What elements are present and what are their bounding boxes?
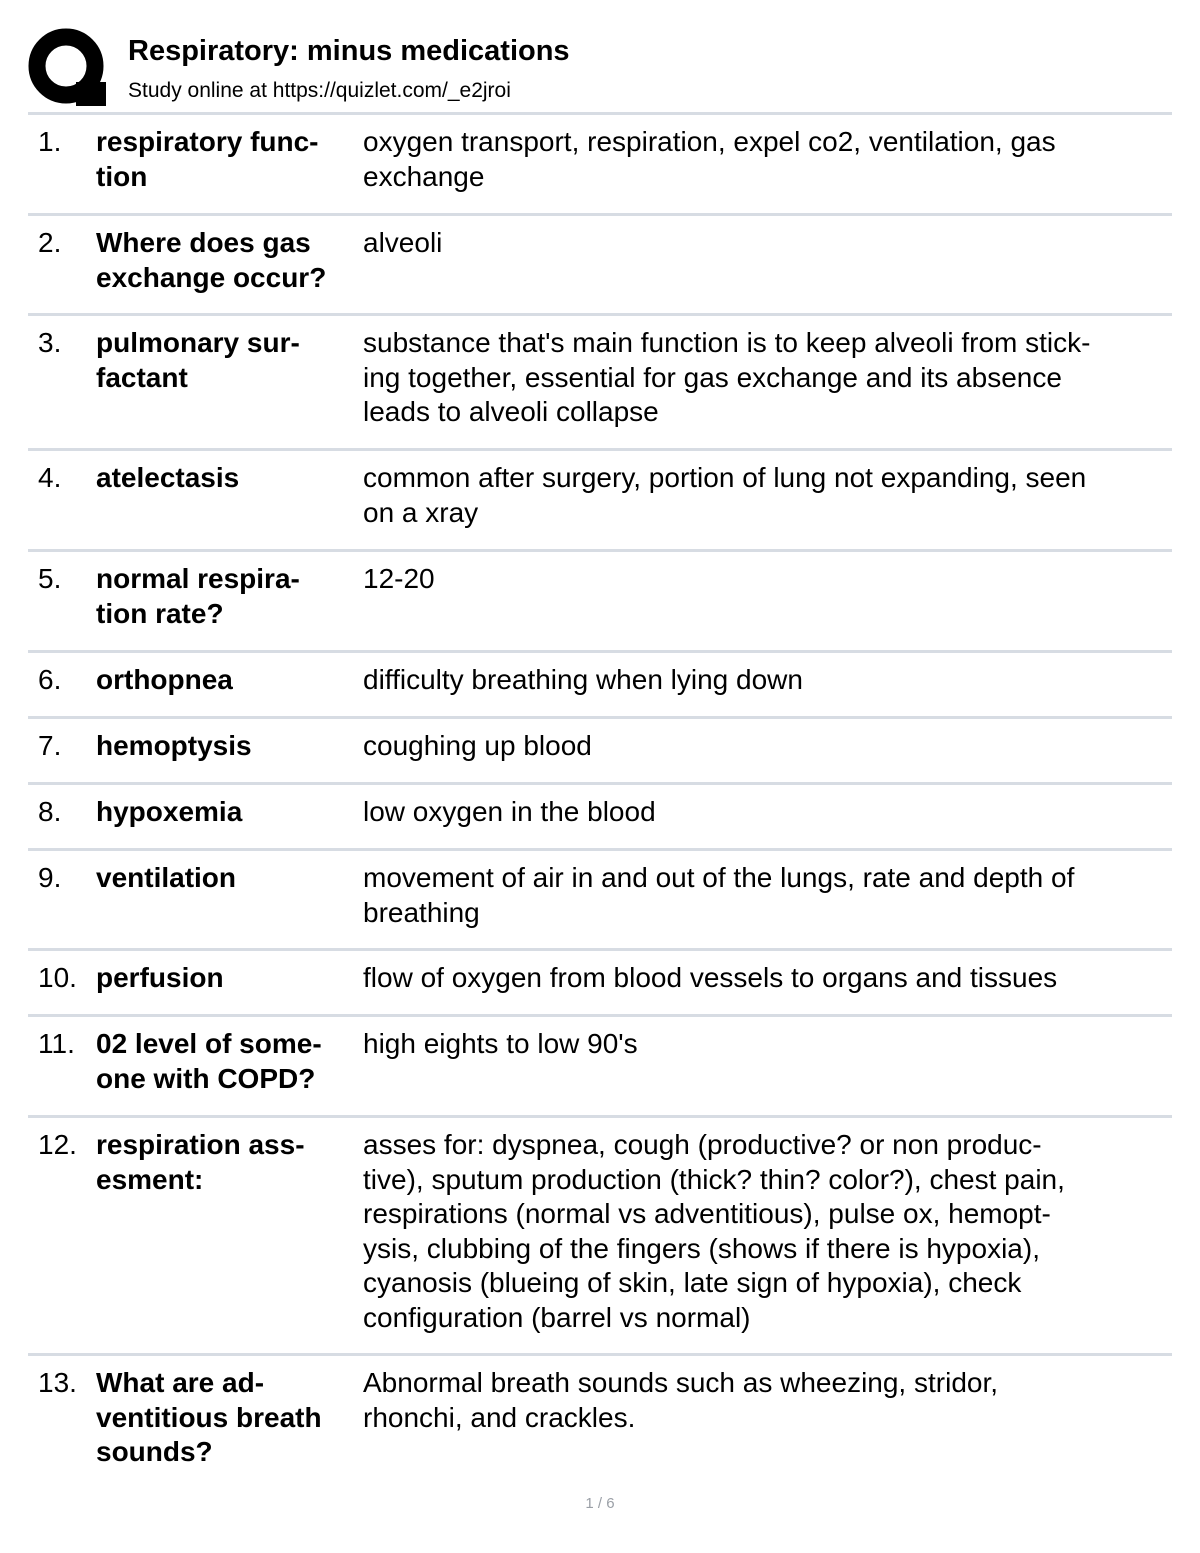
flashcard-row [28, 451, 1172, 552]
card-term: respiration ass- esment: [96, 1129, 305, 1195]
card-number: 12. [38, 1129, 77, 1160]
card-number: 9. [38, 862, 62, 893]
flashcard-row [28, 552, 1172, 653]
card-definition: high eights to low 90's [363, 1028, 638, 1059]
card-term: perfusion [96, 962, 224, 993]
flashcard-row [28, 1356, 1172, 1491]
flashcard-row [28, 851, 1172, 951]
card-term: pulmonary sur- factant [96, 327, 300, 393]
card-definition: Abnormal breath sounds such as wheezing, stridor, rhonchi, and crackles. [363, 1367, 999, 1433]
study-link: Study online at https://quizlet.com/_e2jroi [128, 79, 511, 102]
card-definition: coughing up blood [363, 730, 592, 761]
card-definition: flow of oxygen from blood vessels to organs and tissues [363, 962, 1058, 993]
flashcard-row [28, 1017, 1172, 1118]
card-number: 2. [38, 227, 62, 258]
quizlet-q-logo-icon [28, 28, 108, 108]
flashcard-row [28, 785, 1172, 851]
card-definition: difficulty breathing when lying down [363, 664, 803, 695]
card-definition: alveoli [363, 227, 443, 258]
card-definition: common after surgery, portion of lung not expanding, seen on a xray [363, 462, 1087, 528]
card-term: respiratory func- tion [96, 126, 319, 192]
card-definition: movement of air in and out of the lungs, rate and depth of breathing [363, 862, 1075, 928]
flashcard-row [28, 1118, 1172, 1356]
flashcard-row [28, 115, 1172, 216]
card-definition: 12-20 [363, 563, 435, 594]
card-number: 4. [38, 462, 62, 493]
card-term: ventilation [96, 862, 237, 893]
card-number: 11. [38, 1028, 75, 1059]
card-term: orthopnea [96, 664, 233, 695]
card-term: hypoxemia [96, 796, 243, 827]
card-number: 5. [38, 563, 62, 594]
page-title: Respiratory: minus medications [128, 35, 570, 67]
card-number: 3. [38, 327, 62, 358]
card-term: normal respira- tion rate? [96, 563, 300, 629]
flashcard-list [28, 115, 1172, 1491]
card-term: 02 level of some- one with COPD? [96, 1028, 322, 1094]
card-term: atelectasis [96, 462, 240, 493]
card-number: 13. [38, 1367, 77, 1398]
flashcard-row [28, 216, 1172, 316]
card-definition: low oxygen in the blood [363, 796, 656, 827]
flashcard-row [28, 951, 1172, 1017]
flashcard-row [28, 316, 1172, 451]
card-number: 1. [38, 126, 62, 157]
card-definition: substance that's main function is to keep alveoli from stick- ing together, essential for gas exchange and its absence leads to alveoli collapse [363, 327, 1091, 427]
flashcard-row [28, 719, 1172, 785]
card-number: 8. [38, 796, 62, 827]
card-definition: oxygen transport, respiration, expel co2, ventilation, gas exchange [363, 126, 1056, 192]
page-header [28, 28, 1172, 112]
card-number: 6. [38, 664, 62, 695]
card-term: Where does gas exchange occur? [96, 227, 327, 293]
card-term: What are ad- ventitious breath sounds? [96, 1367, 322, 1467]
card-number: 10. [38, 962, 77, 993]
card-definition: asses for: dyspnea, cough (productive? or non produc- tive), sputum production (thick? thin? color?), chest pain, respirations (normal vs adventitious), pulse ox, hemopt- ysis, clubbing of the fingers (shows if there is hypoxia), cyanosis (blueing of skin, late sign of hypoxia), check configuration (barrel vs normal) [363, 1129, 1065, 1333]
card-term: hemoptysis [96, 730, 252, 761]
card-number: 7. [38, 730, 62, 761]
flashcard-row [28, 653, 1172, 719]
page-number: 1 / 6 [585, 1495, 615, 1512]
